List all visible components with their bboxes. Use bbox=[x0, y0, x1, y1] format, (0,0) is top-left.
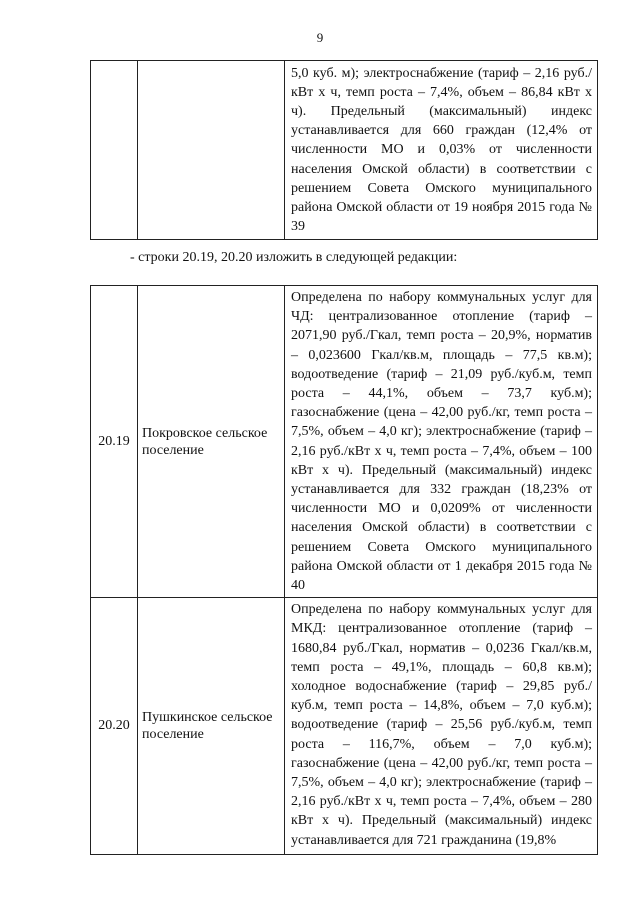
settlement-name-cell bbox=[138, 61, 285, 240]
row-number: 20.19 bbox=[91, 286, 138, 598]
table-row bbox=[91, 286, 598, 598]
row-description: Определена по набору коммунальных услуг для ЧД: централизованное отопление (тариф – 2071,90 руб./Гкал, темп роста – 20,9%, норматив – 0,023600 Гкал/кв.м, площадь – 77,5 кв.м); водоотведение (тариф – 21,09 руб./куб.м, темп роста – 44,1%, объем – 73,7 куб.м); газоснабжение (цена – 42,00 руб./кг, темп роста – 7,5%, объем – 4,0 кг); электроснабжение (тариф – 2,16 руб./кВт х ч, темп роста – 7,4%, объем – 100 кВт х ч). Предельный (максимальный) индекс устанавливается для 332 граждан (18,23% от численности МО и 0,0209% от численности населения Омской области) в соответствии с решением Совета Омского муниципального района Омской области от 1 декабря 2015 года № 40 bbox=[285, 286, 598, 598]
row-number: 20.20 bbox=[91, 598, 138, 855]
amendment-instruction: - строки 20.19, 20.20 изложить в следующей редакции: bbox=[130, 250, 458, 265]
row-description: 5,0 куб. м); электроснабжение (тариф – 2,16 руб./кВт х ч, темп роста – 7,4%, объем – 86,84 кВт х ч). Предельный (максимальный) индекс устанавливается для 660 граждан (12,4% от численности МО и 0,03% от численности населения Омской области) в соответствии с решением Совета Омского муниципального района Омской области от 19 ноября 2015 года № 39 bbox=[285, 61, 598, 240]
settlement-name: Покровское сельское поселение bbox=[138, 286, 285, 598]
table-row bbox=[91, 61, 598, 240]
table-row bbox=[91, 598, 598, 855]
table-continuation bbox=[90, 60, 598, 240]
page-number: 9 bbox=[316, 30, 324, 45]
settlement-name: Пушкинское сельское поселение bbox=[138, 598, 285, 855]
row-description: Определена по набору коммунальных услуг для МКД: централизованное отопление (тариф – 1680,84 руб./Гкал, норматив – 0,0236 Гкал/кв.м, темп роста – 49,1%, площадь – 60,8 кв.м); холодное водоснабжение (тариф – 29,85 руб./куб.м, темп роста – 14,8%, объем – 7,0 куб.м); водоотведение (тариф – 25,56 руб./куб.м, темп роста – 116,7%, объем – 7,0 куб.м); газоснабжение (цена – 42,00 руб./кг, темп роста – 7,5%, объем – 4,0 кг); электроснабжение (тариф – 2,16 руб./кВт х ч, темп роста – 7,4%, объем – 280 кВт х ч). Предельный (максимальный) индекс устанавливается для 721 гражданина (19,8% bbox=[285, 598, 598, 855]
amended-rows-table bbox=[90, 285, 598, 855]
row-number-cell bbox=[91, 61, 138, 240]
